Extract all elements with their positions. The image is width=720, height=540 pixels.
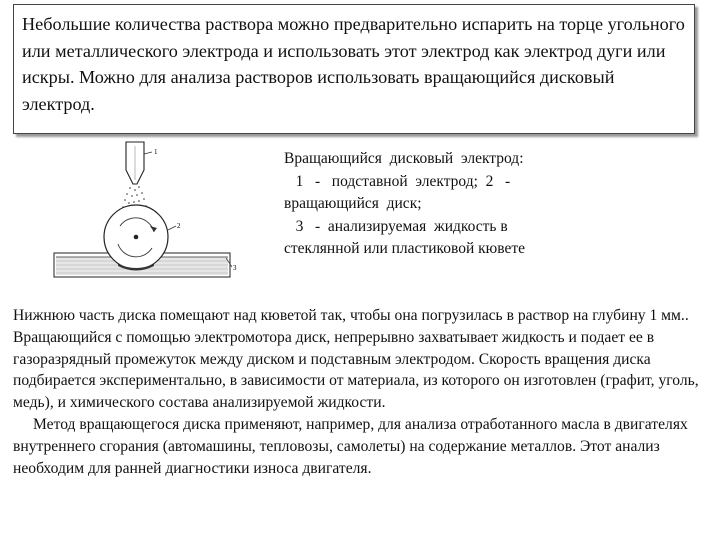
caption-line: 1 - подставной электрод; 2 - [284,172,511,190]
label-2: 2 [177,222,181,230]
body-paragraph-1: Нижнюю часть диска помещают над кюветой так, чтобы она погрузилась в раствор на глубину 1 мм.. Вращающийся с помощью электромотора диск, непрерывно захватывает жидкость и подает ее в газоразрядный промежуток между диском и подставным электродом. Скорость вращения диска подбирается экспериментально, в зависимости от материала, из которого он изготовлен (графит, уголь, медь), и химического состава анализируемой жидкости. [13,307,699,412]
caption-line: 3 - анализируемая жидкость в [284,217,508,235]
rotating-disk-electrode-diagram [40,140,250,290]
upper-electrode [126,142,144,184]
label-3: 3 [233,264,237,272]
label-1: 1 [154,148,158,156]
caption-line: Вращающийся дисковый электрод: [284,150,524,167]
caption-line: стеклянной или пластиковой кювете [284,240,525,257]
caption-line: вращающийся диск; [284,195,422,212]
intro-box [13,4,695,134]
figure-caption [284,148,584,261]
body-paragraph-2: Метод вращающегося диска применяют, например, для анализа отработанного масла в двигателях внутреннего сгорания (автомашины, тепловозы, самолеты) на содержание металлов. Этот анализ необходим для ранней диагностики износа двигателя. [13,415,688,477]
body-text [13,305,713,479]
intro-text: Небольшие количества раствора можно предварительно испарить на торце угольного или металлического электрода и использовать этот электрод как электрод дуги или искры. Можно для анализа растворов использовать вращающийся дисковый электрод. [22,14,685,114]
rotating-disk [104,205,168,269]
